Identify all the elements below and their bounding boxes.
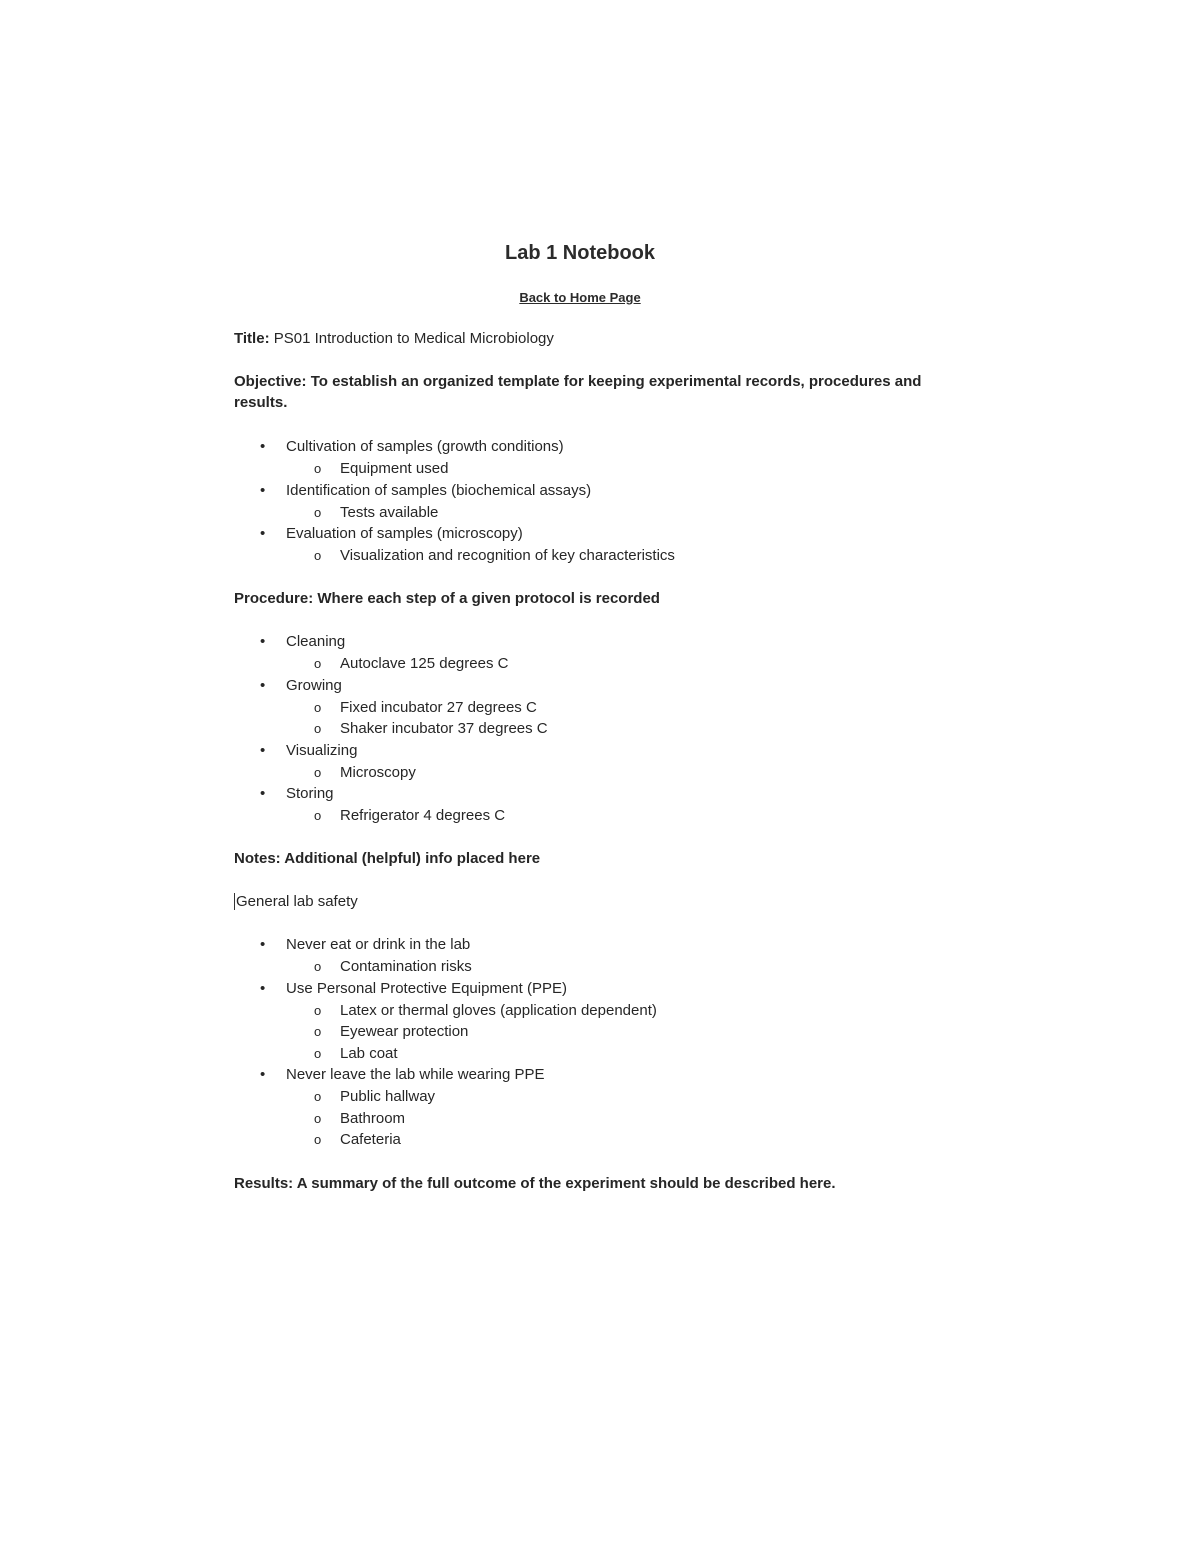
results-label: Results: [234, 1175, 294, 1192]
sub-list-item: o Autoclave 125 degrees C [286, 653, 548, 675]
results-text: A summary of the full outcome of the experiment should be described here. [293, 1175, 836, 1192]
sub-list-item: o Microscopy [286, 762, 548, 784]
results-paragraph [234, 1173, 924, 1194]
list-item [234, 783, 548, 827]
notes-text: Additional (helpful) info placed here [280, 850, 541, 867]
list-item [234, 1064, 657, 1151]
objective-paragraph [234, 371, 924, 413]
list-item [234, 934, 657, 978]
sub-list-item: o Equipment used [286, 458, 675, 480]
sub-list-item: o Eyewear protection [286, 1021, 657, 1043]
procedure-text: Where each step of a given protocol is recorded [313, 590, 660, 607]
sub-list-item: o Lab coat [286, 1043, 657, 1065]
safety-heading: General lab safety [236, 893, 358, 910]
objective-label: Objective: [234, 373, 307, 390]
sub-list-item: o Tests available [286, 502, 675, 524]
list-item-text: • Growing [286, 675, 548, 697]
list-item-text: • Visualizing [286, 740, 548, 762]
notes-paragraph [234, 848, 924, 869]
title-value: PS01 Introduction to Medical Microbiology [269, 330, 554, 347]
list-item-text: • Evaluation of samples (microscopy) [286, 523, 675, 545]
objective-text: To establish an organized template for keeping experimental records, procedures and results. [234, 373, 922, 411]
sub-list-item: o Fixed incubator 27 degrees C [286, 697, 548, 719]
list-item [234, 523, 675, 567]
page-title: Lab 1 Notebook [504, 242, 655, 264]
sub-list-item: o Contamination risks [286, 956, 657, 978]
list-item [234, 675, 548, 740]
notes-label: Notes: [234, 850, 281, 867]
procedure-paragraph [234, 588, 924, 609]
list-item [234, 740, 548, 784]
sub-list-item: o Public hallway [286, 1086, 657, 1108]
procedure-label: Procedure: [234, 590, 314, 607]
sub-list-item: o Visualization and recognition of key characteristics [286, 545, 675, 567]
list-item-text: • Cultivation of samples (growth conditions) [286, 436, 675, 458]
sub-list-item: o Refrigerator 4 degrees C [286, 805, 548, 827]
list-item [234, 480, 675, 524]
list-item-text: • Storing [286, 783, 548, 805]
list-item-text: • Cleaning [286, 631, 548, 653]
safety-list [234, 934, 657, 1151]
back-to-home-link[interactable]: Back to Home Page [519, 290, 641, 305]
list-item-text: • Never leave the lab while wearing PPE [286, 1064, 657, 1086]
objective-list [234, 436, 675, 567]
list-item-text: • Use Personal Protective Equipment (PPE) [286, 978, 657, 1000]
list-item [234, 978, 657, 1065]
sub-list-item: o Bathroom [286, 1108, 657, 1130]
sub-list-item: o Latex or thermal gloves (application dependent) [286, 1000, 657, 1022]
title-label: Title: [234, 330, 270, 347]
title-paragraph [234, 328, 924, 349]
list-item-text: • Identification of samples (biochemical assays) [286, 480, 675, 502]
procedure-list [234, 631, 548, 827]
sub-list-item: o Shaker incubator 37 degrees C [286, 718, 548, 740]
list-item [234, 631, 548, 675]
safety-heading-paragraph[interactable] [234, 891, 924, 912]
list-item-text: • Never eat or drink in the lab [286, 934, 657, 956]
list-item [234, 436, 675, 480]
sub-list-item: o Cafeteria [286, 1129, 657, 1151]
